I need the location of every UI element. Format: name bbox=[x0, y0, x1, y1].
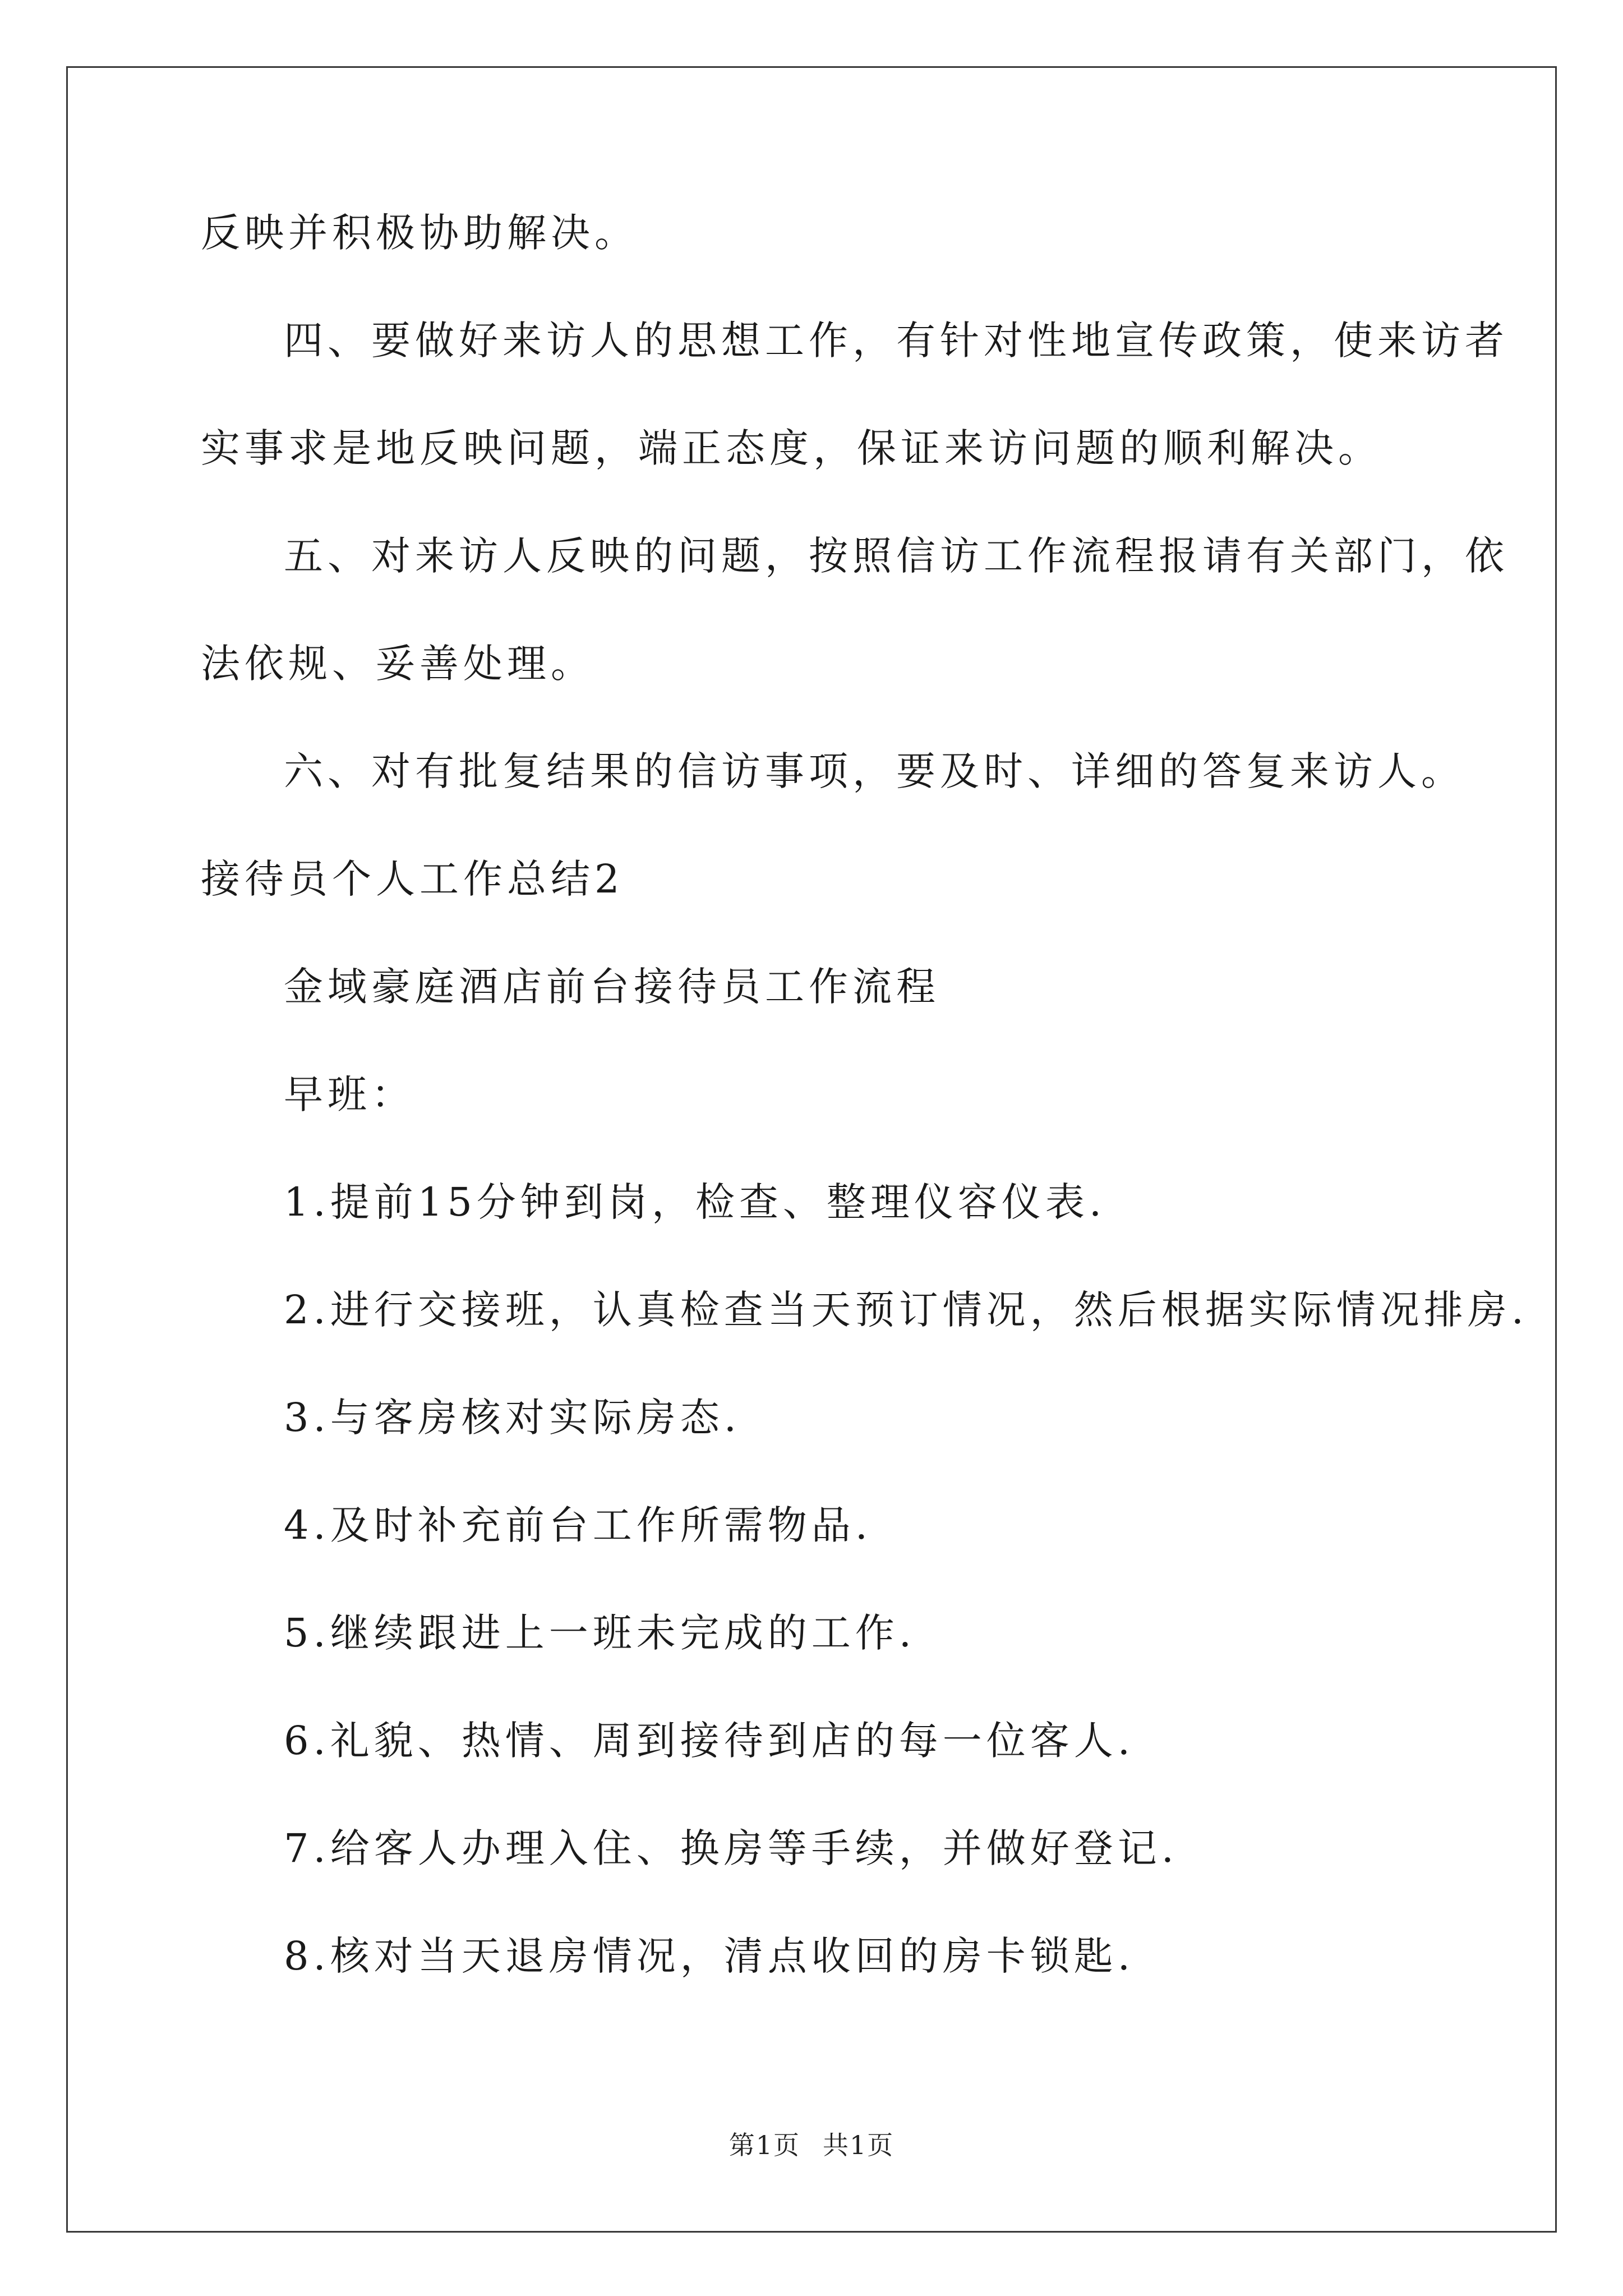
paragraph-6: 六、对有批复结果的信访事项，要及时、详细的答复来访人。 bbox=[284, 748, 1465, 794]
paragraph-4: 五、对来访人反映的问题，按照信访工作流程报请有关部门，依 bbox=[284, 533, 1509, 579]
list-item-6: 6.礼貌、热情、周到接待到店的每一位客人. bbox=[284, 1718, 1135, 1764]
list-item-7: 7.给客人办理入住、换房等手续，并做好登记. bbox=[284, 1825, 1179, 1871]
section-heading: 接待员个人工作总结2 bbox=[201, 856, 624, 902]
list-item-4: 4.及时补充前台工作所需物品. bbox=[284, 1502, 873, 1548]
list-item-5: 5.继续跟进上一班未完成的工作. bbox=[284, 1610, 916, 1656]
list-item-1: 1.提前15分钟到岗，检查、整理仪容仪表. bbox=[284, 1179, 1106, 1225]
list-item-2: 2.进行交接班，认真检查当天预订情况，然后根据实际情况排房. bbox=[284, 1287, 1529, 1333]
list-item-3: 3.与客房核对实际房态. bbox=[284, 1395, 741, 1441]
paragraph-5: 法依规、妥善处理。 bbox=[201, 641, 594, 687]
page-number-total: 共1页 bbox=[823, 2130, 895, 2160]
page-footer bbox=[0, 2125, 1623, 2162]
paragraph-2: 四、要做好来访人的思想工作，有针对性地宣传政策，使来访者 bbox=[284, 318, 1509, 364]
shift-label: 早班： bbox=[284, 1071, 415, 1117]
subheading: 金域豪庭酒店前台接待员工作流程 bbox=[284, 964, 940, 1010]
paragraph-3: 实事求是地反映问题，端正态度，保证来访问题的顺利解决。 bbox=[201, 425, 1382, 471]
page-border bbox=[66, 66, 1557, 2233]
paragraph-1: 反映并积极协助解决。 bbox=[201, 210, 638, 256]
page-number-current: 第1页 bbox=[728, 2130, 800, 2160]
list-item-8: 8.核对当天退房情况，清点收回的房卡锁匙. bbox=[284, 1933, 1135, 1979]
